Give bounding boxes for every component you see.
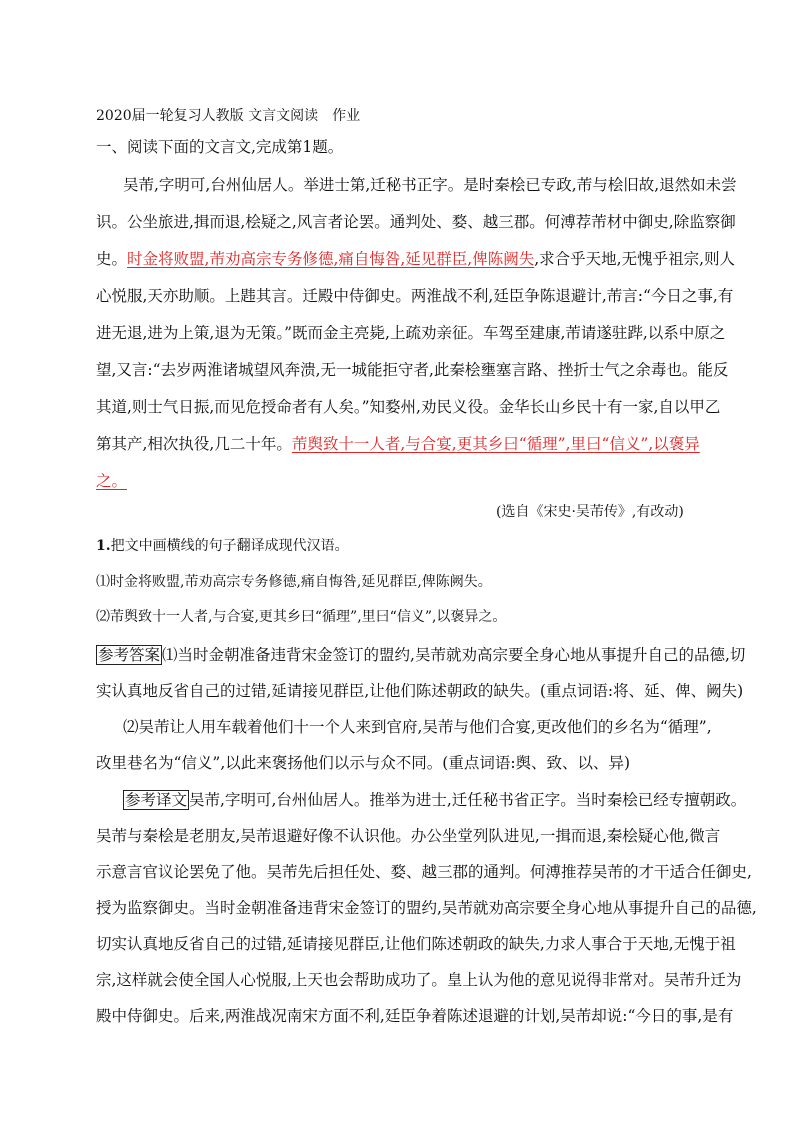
passage-line-5: 进无退,进为上策,退为无策。”既而金主亮毙,上疏劝亲征。车驾至建康,芾请遂驻跸,以系中原之 — [96, 324, 726, 342]
answer-line-2: 实认真地反省自己的过错,延请接见群臣,让他们陈述朝政的缺失。(重点词语:将、延、俾、阙失) — [96, 682, 744, 700]
underlined-sentence-2: 芾舆致十一人者,与合宴,更其乡曰“循理”,里曰“信义”,以褒异 — [291, 435, 700, 453]
passage-text: 第其产,相次执役,几二十年。 — [96, 435, 292, 453]
passage-line-2: 识。公坐旅进,揖而退,桧疑之,风言者论罢。通判处、婺、越三郡。何溥荐芾材中御史,除监察御 — [96, 213, 736, 231]
passage-text: 史。 — [96, 250, 128, 268]
question-text: 把文中画横线的句子翻译成现代汉语。 — [110, 538, 349, 554]
passage-line-3 — [96, 249, 735, 269]
answer-line-3: ⑵吴芾让人用车载着他们十一个人来到官府,吴芾与他们合宴,更改他们的乡名为“循理”, — [123, 718, 712, 736]
passage-line-1: 吴芾,字明可,台州仙居人。举进士第,迁秘书正字。是时秦桧已专政,芾与桧旧故,退然如未尝 — [123, 176, 737, 194]
translation-line-2: 吴芾与秦桧是老朋友,吴芾退避好像不认识他。办公坐堂列队进见,一揖而退,秦桧疑心他,微言 — [96, 827, 721, 845]
passage-line-8 — [96, 434, 700, 454]
instruction: 一、阅读下面的文言文,完成第1题。 — [96, 138, 344, 156]
answer-line-1 — [96, 645, 745, 665]
question-number: 1. — [96, 538, 111, 554]
translation-line-4: 授为监察御史。当时金朝准备违背宋金签订的盟约,吴芾就劝高宗要全身心地从事提升自己的品德, — [96, 899, 757, 917]
underlined-sentence-1: 时金将败盟,芾劝高宗专务修德,痛自悔咎,延见群臣,俾陈阙失 — [127, 250, 535, 268]
answer-text: ⑴当时金朝准备违背宋金签订的盟约,吴芾就劝高宗要全身心地从事提升自己的品德,切 — [162, 646, 746, 664]
question-sentence-1: ⑴时金将败盟,芾劝高宗专务修德,痛自悔咎,延见群臣,俾陈阙失。 — [96, 574, 492, 590]
translation-label: 参考译文 — [125, 791, 188, 809]
answer-line-4: 改里巷名为“信义”,以此来褒扬他们以示与众不同。(重点词语:舆、致、以、异) — [96, 754, 631, 772]
source-citation: (选自《宋史·吴芾传》,有改动) — [496, 504, 684, 520]
answer-label: 参考答案 — [98, 646, 161, 664]
translation-line-3: 示意言官议论罢免了他。吴芾先后担任处、婺、越三郡的通判。何溥推荐吴芾的才干适合任御史, — [96, 863, 752, 881]
question-1 — [96, 536, 349, 556]
passage-text: ,求合乎天地,无愧乎祖宗,则人 — [534, 250, 736, 268]
passage-line-7: 其道,则士气日振,而见危授命者有人矣。”知婺州,劝民义役。金华长山乡民十有一家,自以甲乙 — [96, 398, 721, 416]
doc-title: 2020届一轮复习人教版 文言文阅读 作业 — [96, 108, 361, 124]
translation-line-1 — [123, 790, 746, 810]
question-sentence-2: ⑵芾舆致十一人者,与合宴,更其乡曰“循理”,里曰“信义”,以褒异之。 — [96, 609, 507, 625]
translation-line-5: 切实认真地反省自己的过错,延请接见群臣,让他们陈述朝政的缺失,力求人事合于天地,无愧于祖 — [96, 935, 736, 953]
underlined-sentence-2-end: 之。 — [96, 472, 128, 490]
translation-line-6: 宗,这样就会使全国人心悦服,上天也会帮助成功了。皇上认为他的意见说得非常对。吴芾升迁为 — [96, 971, 742, 989]
translation-line-7: 殿中侍御史。后来,两淮战况南宋方面不利,廷臣争着陈述退避的计划,吴芾却说:“今日的事,是有 — [96, 1007, 734, 1025]
translation-text: 吴芾,字明可,台州仙居人。推举为进士,迁任秘书省正字。当时秦桧已经专擅朝政。 — [189, 791, 747, 809]
passage-line-9 — [96, 471, 127, 491]
passage-line-4: 心悦服,天亦助顺。上韪其言。迁殿中侍御史。两淮战不利,廷臣争陈退避计,芾言:“今日之事,有 — [96, 287, 734, 305]
passage-line-6: 望,又言:“去岁两淮诸城望风奔溃,无一城能拒守者,此秦桧壅塞言路、挫折士气之余毒也。能反 — [96, 361, 729, 379]
